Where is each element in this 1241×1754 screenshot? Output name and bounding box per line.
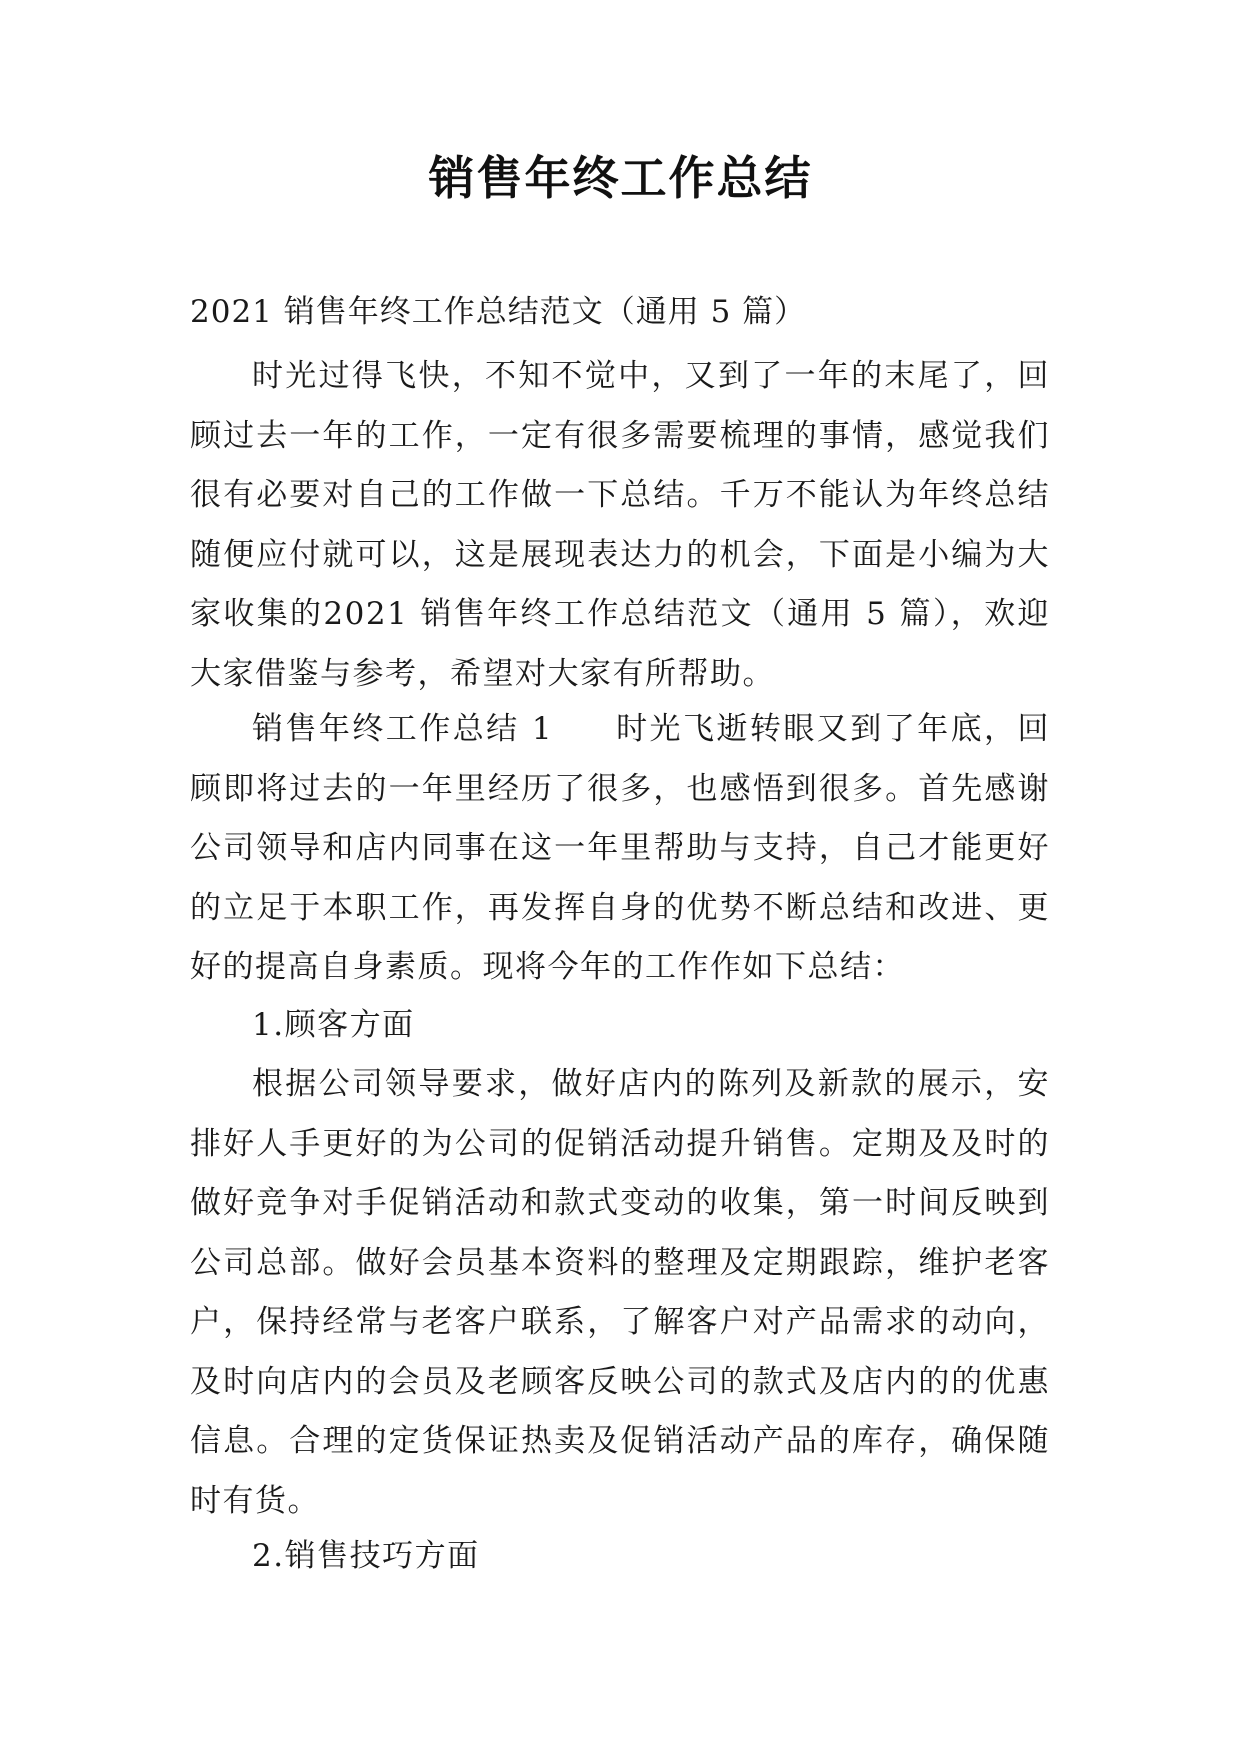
section-1-body: 时光飞逝转眼又到了年底，回顾即将过去的一年里经历了很多，也感悟到很多。首先感谢公司领导和店内同事在这一年里帮助与支持，自己才能更好的立足于本职工作，再发挥自身的优势不断总结和改进、更好的提高自身素质。现将今年的工作作如下总结： [190,711,1051,985]
section-1-label: 销售年终工作总结 1 [252,711,554,747]
heading-sales-skills: 2.销售技巧方面 [252,1538,480,1574]
section-1-paragraph [190,700,1050,998]
heading-customer: 1.顾客方面 [252,1007,415,1043]
intro-paragraph: 时光过得飞快，不知不觉中，又到了一年的末尾了，回顾过去一年的工作，一定有很多需要梳理的事情，感觉我们很有必要对自己的工作做一下总结。千万不能认为年终总结随便应付就可以，这是展现表达力的机会，下面是小编为大家收集的2021 销售年终工作总结范文（通用 5 篇），欢迎大家借鉴与参考，希望对大家有所帮助。 [190,358,1050,692]
customer-paragraph: 根据公司领导要求，做好店内的陈列及新款的展示，安排好人手更好的为公司的促销活动提升销售。定期及及时的做好竞争对手促销活动和款式变动的收集，第一时间反映到公司总部。做好会员基本资料的整理及定期跟踪，维护老客户，保持经常与老客户联系，了解客户对产品需求的动向，及时向店内的会员及老顾客反映公司的款式及店内的的优惠信息。合理的定货保证热卖及促销活动产品的库存，确保随时有货。 [190,1066,1050,1519]
document-title: 销售年终工作总结 [428,151,813,205]
document-subtitle: 2021 销售年终工作总结范文（通用 5 篇） [190,294,807,330]
